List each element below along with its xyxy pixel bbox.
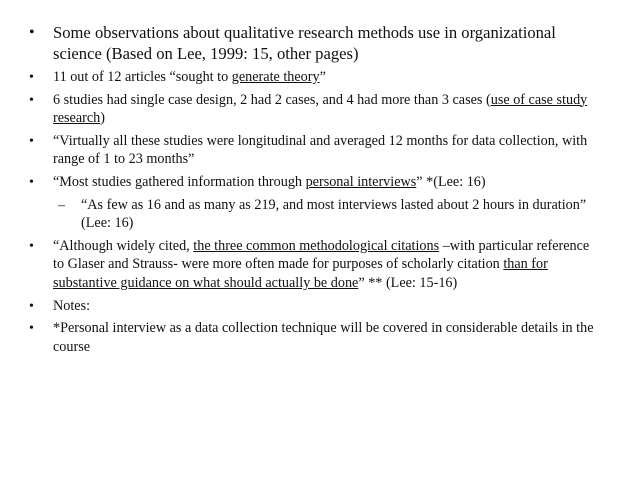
bullet-marker: •	[29, 174, 34, 190]
underlined-phrase: than for substantive guidance on what should actually be done	[53, 256, 548, 291]
bullet-text: “Although widely cited, the three common methodological citations –with particular reference to Glaser and Strauss- were more often made for purposes of scholarly citation than for substantive guidance on what should actually be done” ** (Lee: 15-16)	[53, 237, 590, 291]
bullet-text: Notes:	[53, 297, 91, 314]
sub-bullet-marker: –	[58, 197, 65, 213]
bullet-marker: •	[29, 238, 34, 254]
bullet-item-case-designs	[0, 91, 638, 128]
bullet-list	[0, 22, 638, 360]
bullet-item-observations	[0, 22, 638, 64]
bullet-marker: •	[29, 321, 34, 337]
bullet-item-interview-note	[0, 319, 638, 356]
bullet-item-notes	[0, 297, 638, 316]
bullet-text: *Personal interview as a data collection technique will be covered in considerable details in the course	[53, 320, 594, 355]
bullet-text: “Most studies gathered information through personal interviews” *(Lee: 16)	[53, 173, 486, 190]
bullet-marker: •	[29, 298, 34, 314]
bullet-marker: •	[29, 92, 34, 108]
bullet-item-longitudinal	[0, 132, 638, 169]
bullet-text: 6 studies had single case design, 2 had 2 cases, and 4 had more than 3 cases (use of case study research)	[53, 91, 588, 127]
bullet-item-citations	[0, 237, 638, 293]
bullet-text: Some observations about qualitative research methods use in organizational science (Based on Lee, 1999: 15, other pages)	[53, 23, 556, 63]
underlined-phrase: the three common methodological citations	[193, 237, 440, 254]
bullet-marker: •	[29, 70, 34, 85]
bullet-marker: •	[29, 24, 35, 41]
bullet-text: “As few as 16 and as many as 219, and most interviews lasted about 2 hours in duration” (Lee: 16)	[81, 196, 587, 232]
underlined-phrase: use of case study research	[53, 91, 588, 127]
bullet-item-generate-theory	[0, 68, 638, 87]
bullet-text: 11 out of 12 articles “sought to generate theory”	[53, 69, 326, 85]
bullet-text: “Virtually all these studies were longitudinal and averaged 12 months for data collection, with range of 1 to 23 months”	[53, 132, 588, 168]
bullet-marker: •	[29, 133, 34, 149]
sub-bullet-item-interview-counts	[0, 196, 638, 233]
bullet-item-personal-interviews	[0, 173, 638, 192]
underlined-phrase: personal interviews	[305, 173, 417, 190]
underlined-phrase: generate theory	[231, 69, 320, 85]
